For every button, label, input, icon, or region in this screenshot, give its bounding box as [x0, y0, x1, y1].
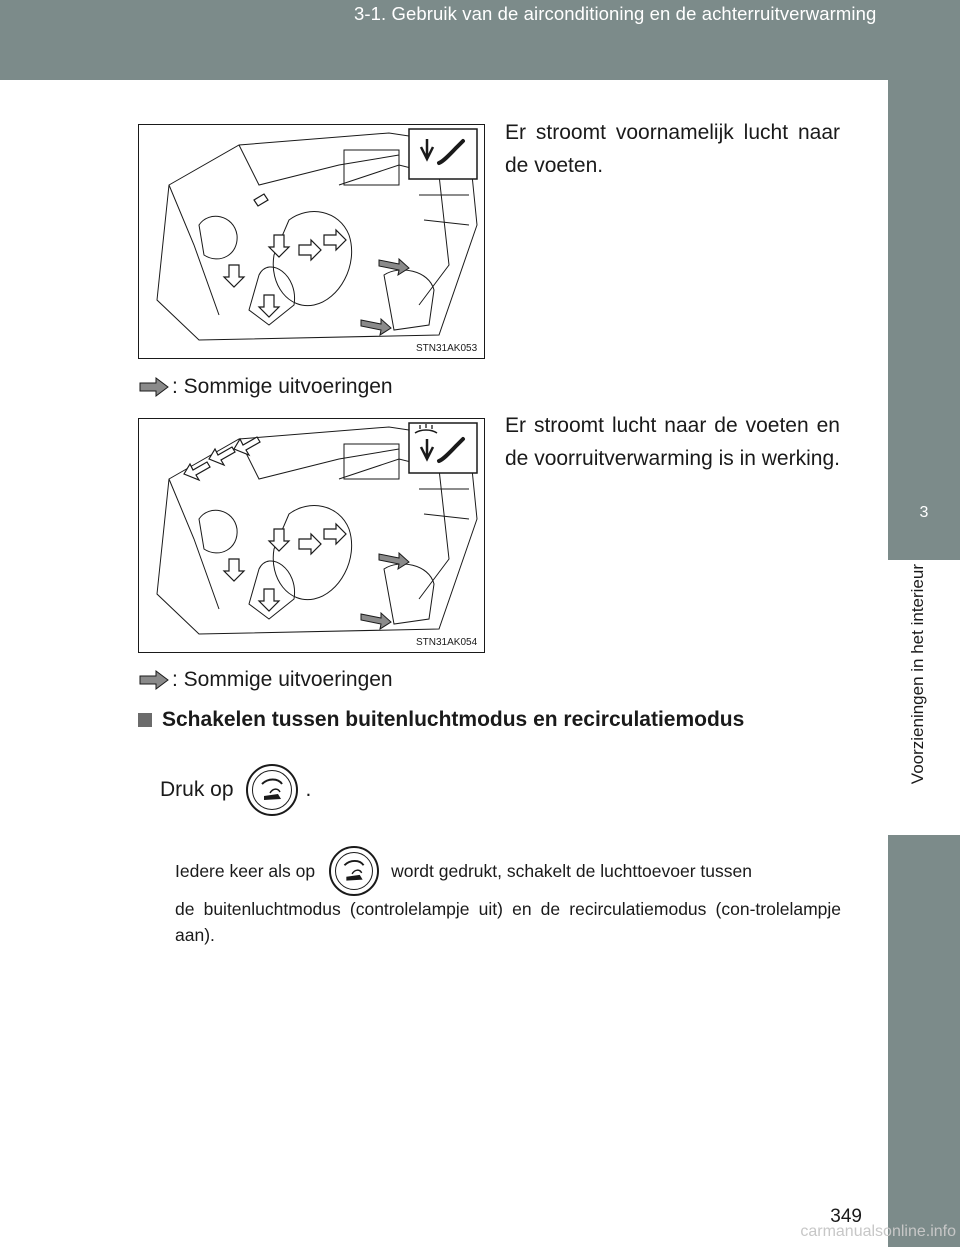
car-interior-illustration	[139, 125, 484, 358]
arrow-icon	[138, 670, 170, 690]
instruction-text: Druk op	[160, 778, 234, 801]
figure-2-description: Er stroomt lucht naar de voeten en de voorruitverwarming is in werking.	[505, 414, 840, 470]
section-heading	[138, 708, 744, 732]
detail-line-1	[175, 846, 841, 896]
side-tab-bar-top	[888, 80, 960, 468]
detail-text-after: wordt gedrukt, schakelt de luchttoevoer tussen	[391, 861, 752, 881]
instruction-end: .	[305, 778, 312, 801]
chapter-label: Voorzieningen in het interieur	[908, 564, 927, 785]
instruction-line	[160, 764, 311, 816]
car-interior-illustration	[139, 419, 484, 652]
chapter-tab	[888, 468, 960, 560]
recirculation-button-icon	[329, 846, 379, 896]
note-text: : Sommige uitvoeringen	[172, 375, 393, 398]
square-bullet-icon	[138, 713, 152, 727]
detail-text-before: Iedere keer als op	[175, 861, 316, 881]
detail-line-2: de buitenluchtmodus (controlelampje uit) en de recirculatiemodus (con-trolelampje aan).	[175, 899, 841, 945]
side-tab-bar-bottom	[888, 835, 960, 1247]
figure-code: STN31AK054	[416, 637, 478, 648]
page-number: 349	[830, 1206, 862, 1227]
note-text: : Sommige uitvoeringen	[172, 668, 393, 691]
chapter-number: 3	[919, 504, 929, 521]
recirculation-button-icon	[246, 764, 298, 816]
figure-code: STN31AK053	[416, 343, 478, 354]
airflow-figure-feet	[138, 124, 485, 359]
section-heading-text: Schakelen tussen buitenluchtmodus en recirculatiemodus	[162, 708, 745, 731]
section-title: 3-1. Gebruik van de airconditioning en de achterruitverwarming	[354, 3, 877, 24]
figure-1-note	[138, 375, 393, 399]
arrow-icon	[138, 377, 170, 397]
airflow-figure-feet-defrost	[138, 418, 485, 653]
figure-2-note	[138, 668, 393, 692]
page-header	[0, 0, 960, 80]
watermark: carmanualsonline.info	[800, 1223, 956, 1240]
figure-1-description: Er stroomt voornamelijk lucht naar de voeten.	[505, 121, 840, 177]
